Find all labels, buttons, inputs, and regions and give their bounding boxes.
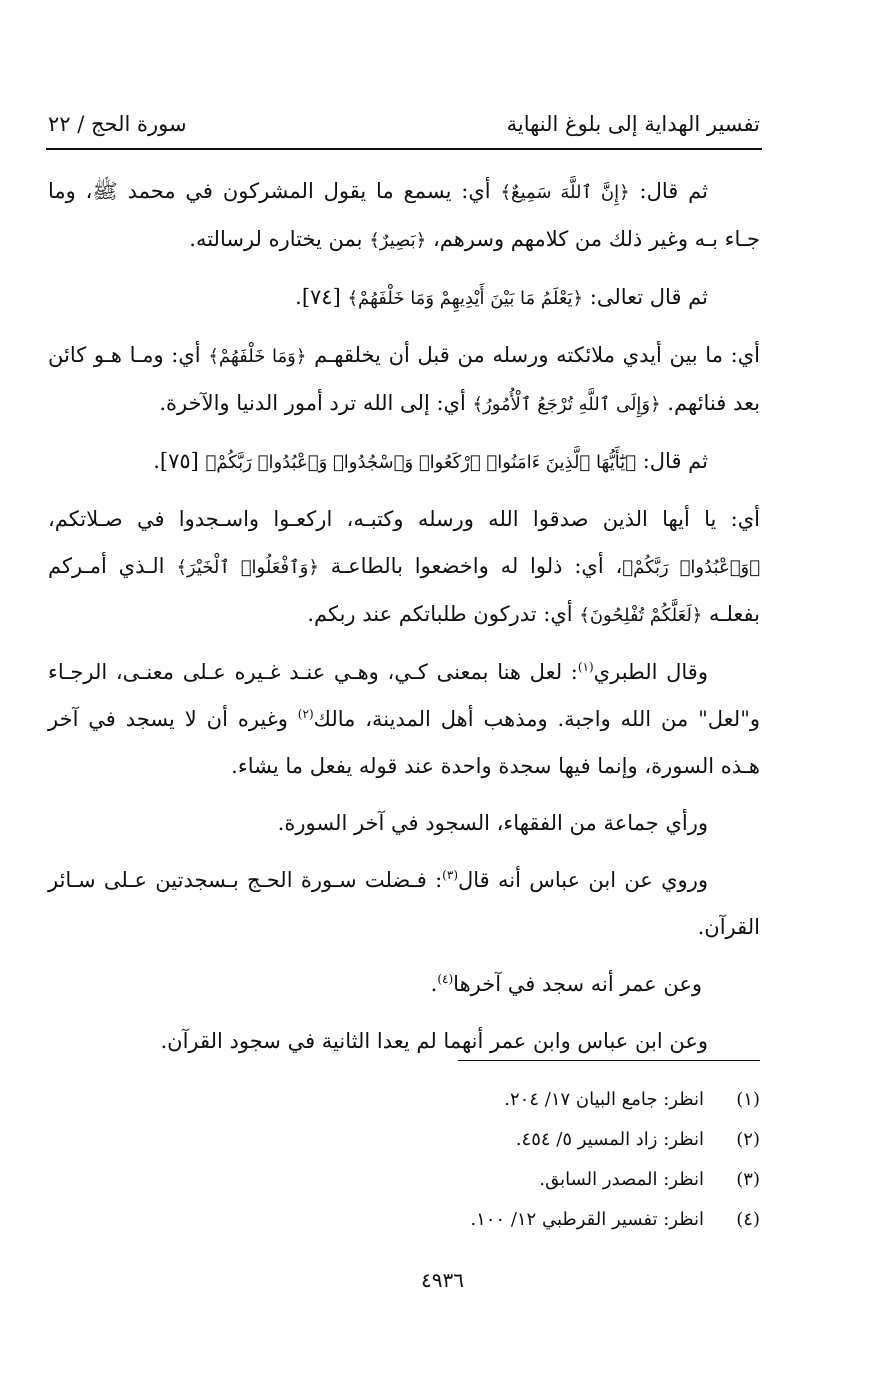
text-run: ثم قال تعالى:: [583, 285, 708, 309]
footnote-text: انظر: جامع البيان ١٧/ ٢٠٤.: [504, 1089, 704, 1110]
text-run: أي: يسمع ما يقول المشركون في محمد ﷺ، وما جـاء بـه وغير ذلك من كلامهم وسرهم،: [48, 179, 760, 251]
running-header: [48, 112, 760, 144]
text-run: وروي عن ابن عباس أنه قال: [458, 868, 708, 892]
header-divider: [46, 148, 762, 150]
quran-verse: ﴿وَمَا خَلْفَهُمْ﴾: [208, 346, 307, 367]
text-run: الـذي أمـركم بفعلـه: [48, 554, 760, 626]
text-run: : لعل هنا بمعنى كـي، وهـي عنـد غـيره عـلى معنـى، الرجـاء و"لعل" من الله واجبة. ومذهب أهل المدينة، مالك: [48, 660, 761, 731]
footnote-item: [48, 1120, 760, 1160]
quran-verse: ﴿وَٱفْعَلُوا۟ ٱلْخَيْرَ﴾: [176, 557, 319, 578]
paragraph: [48, 274, 760, 322]
text-run: وعن عمر أنه سجد في آخرها: [453, 972, 702, 996]
text-run: ثم قال:: [636, 449, 708, 473]
paragraph: [48, 961, 760, 1008]
paragraph: [48, 800, 760, 847]
footnote-text: انظر: المصدر السابق.: [539, 1169, 704, 1190]
quran-verse: ﴿وَٱعْبُدُوا۟ رَبَّكُمْ﴾: [622, 557, 760, 578]
footnote-ref: (١): [577, 660, 594, 674]
text-run: ، أي: ذلوا له واخضعوا بالطاعـة: [318, 554, 623, 578]
text-run: : فـضلت سـورة الحـج بـسجدتين عـلى سـائر القرآن.: [48, 868, 760, 939]
paragraph: [48, 438, 760, 486]
main-text: [48, 168, 760, 1075]
footnote-number: (١): [736, 1089, 760, 1110]
quran-verse: ﴿يَٰٓأَيُّهَا ٱلَّذِينَ ءَامَنُوا۟ ٱرْكَعُوا۟ وَٱسْجُدُوا۟ وَٱعْبُدُوا۟ رَبَّكُمْ﴾: [205, 452, 637, 473]
footnote-item: [48, 1080, 760, 1120]
quran-verse: ﴿لَعَلَّكُمْ تُفْلِحُونَ﴾: [579, 605, 703, 626]
footnote-text: انظر: تفسير القرطبي ١٢/ ١٠٠.: [470, 1209, 704, 1230]
paragraph: [48, 332, 760, 428]
book-title: تفسير الهداية إلى بلوغ النهاية: [506, 112, 760, 136]
quran-verse: ﴿يَعْلَمُ مَا بَيْنَ أَيْدِيهِمْ وَمَا خَلْفَهُمْ﴾: [347, 288, 584, 309]
footnote-divider: [458, 1060, 760, 1061]
paragraph: [48, 649, 760, 790]
surah-label: سورة الحج / ٢٢: [48, 112, 187, 136]
text-run: [٧٥].: [153, 449, 206, 473]
page-number: ٤٩٣٦: [421, 1268, 464, 1292]
text-run: بمن يختاره لرسالته.: [189, 227, 370, 251]
footnote-ref: (٣): [442, 868, 458, 882]
footnote-ref: (٢): [297, 707, 314, 721]
footnote-item: [48, 1200, 760, 1240]
footnote-number: (٤): [736, 1209, 760, 1230]
text-run: أي: ومـا هـو كائن بعد فنائهم.: [48, 343, 760, 415]
text-run: وغيره أن لا يسجد في آخر هـذه السورة، وإنما فيها سجدة واحدة عند قوله يفعل ما يشاء.: [48, 707, 760, 778]
text-run: أي: يا أيها الذين صدقوا الله ورسله وكتبـه، اركعـوا واسـجدوا في صـلاتكم،: [48, 507, 760, 531]
text-run: [٧٤].: [295, 285, 348, 309]
quran-verse: ﴿وَإِلَى ٱللَّهِ تُرْجَعُ ٱلْأُمُورُ﴾: [472, 394, 661, 415]
footnote-number: (٢): [736, 1129, 760, 1150]
text-run: .: [430, 972, 438, 996]
paragraph: [48, 496, 760, 639]
quran-verse: ﴿بَصِيرٌ﴾: [369, 230, 427, 251]
footnote-ref: (٤): [437, 972, 454, 986]
text-run: وعن ابن عباس وابن عمر أنهما لم يعدا الثانية في سجود القرآن.: [160, 1029, 708, 1053]
text-run: أي: ما بين أيدي ملائكته ورسله من قبل أن يخلقهـم: [306, 343, 760, 367]
quran-verse: ﴿إِنَّ ٱللَّهَ سَمِيعٌ﴾: [500, 182, 630, 203]
text-run: ثم قال:: [629, 179, 708, 203]
text-run: أي: تدركون طلباتكم عند ربكم.: [307, 602, 580, 626]
footnote-text: انظر: زاد المسير ٥/ ٤٥٤.: [515, 1129, 704, 1150]
paragraph: [48, 168, 760, 264]
text-run: وقال الطبري: [593, 660, 708, 684]
footnote-number: (٣): [736, 1169, 760, 1190]
text-run: أي: إلى الله ترد أمور الدنيا والآخرة.: [159, 391, 473, 415]
footnotes: [48, 1080, 760, 1240]
text-run: ورأي جماعة من الفقهاء، السجود في آخر السورة.: [277, 811, 708, 835]
footnote-item: [48, 1160, 760, 1200]
paragraph: [48, 1018, 760, 1065]
paragraph: [48, 857, 760, 951]
